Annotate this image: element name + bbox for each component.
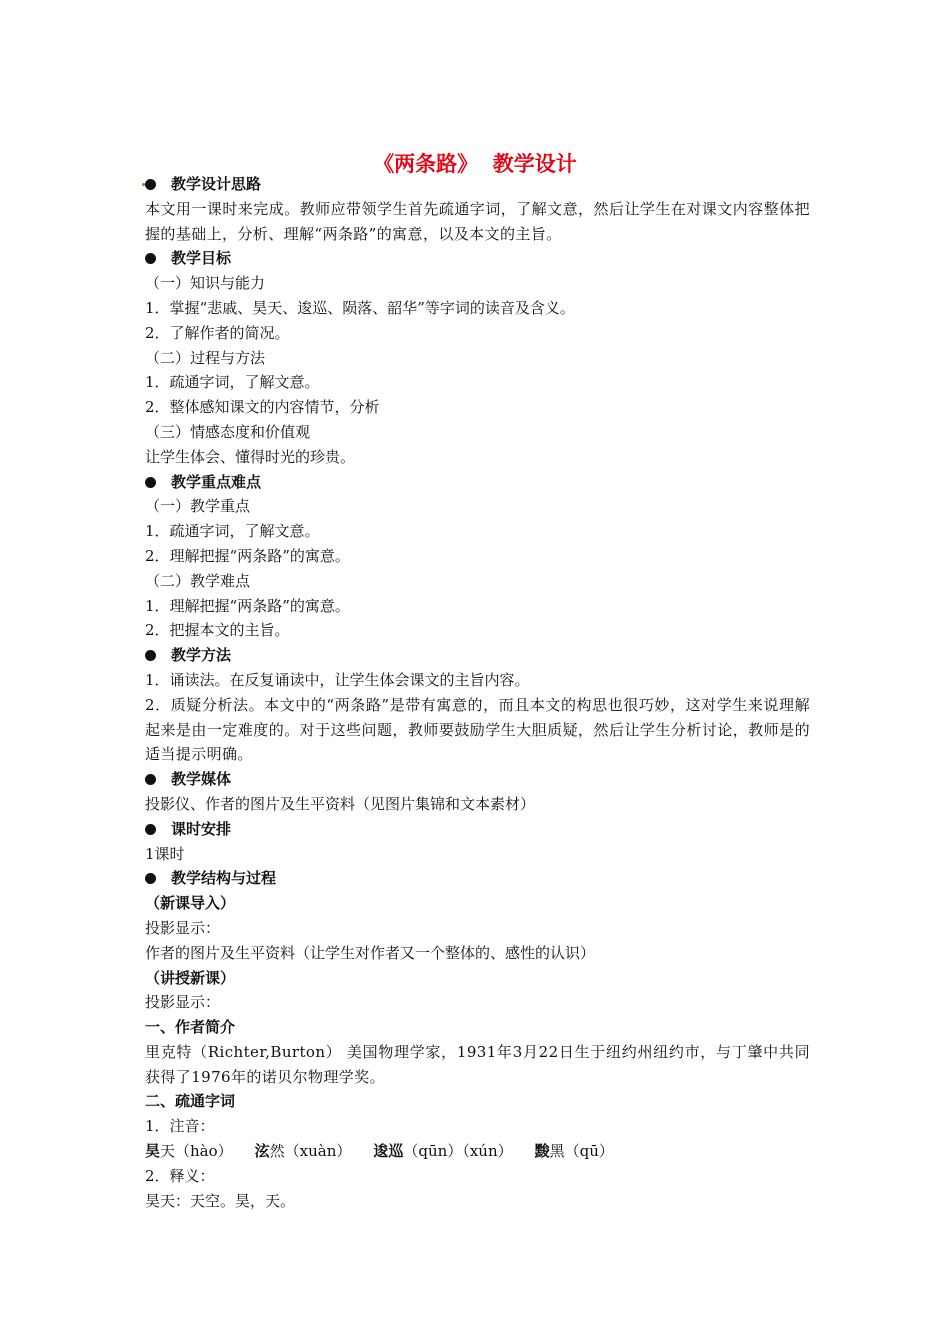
list-item: 昊天：天空。昊，天。 <box>145 1191 296 1210</box>
section-heading-design-idea: 教学设计思路 <box>145 172 810 197</box>
list-item: 1．掌握“悲戚、昊天、逡巡、陨落、韶华”等字词的读音及含义。 <box>145 298 575 317</box>
list-item: 1．理解把握“两条路”的寓意。 <box>145 596 350 615</box>
list-item: 投影显示： <box>145 993 221 1012</box>
document-body <box>145 172 810 1213</box>
document-title: 《两条路》 教学设计 <box>373 152 577 176</box>
list-item: 2．把握本文的主旨。 <box>145 621 290 640</box>
list-item: （二）教学难点 <box>145 571 251 590</box>
list-item: （一）教学重点 <box>145 497 251 516</box>
pinyin-rest: 天（hào） <box>160 1142 233 1161</box>
bullet-icon <box>145 253 156 264</box>
bullet-icon <box>145 179 156 190</box>
section-heading-media: 教学媒体 <box>145 767 810 792</box>
paragraph-methods: 2．质疑分析法。本文中的“两条路”是带有寓意的，而且本文的构思也很巧妙，这对学生来说理解起来是由一定难度的。对于这些问题，教师要鼓励学生大胆质疑，然后让学生分析讨论，教师是的适当提示明确。 <box>145 695 810 764</box>
section-heading-key-points: 教学重点难点 <box>145 470 810 495</box>
list-item: 2．释义： <box>145 1166 215 1185</box>
section-heading-goals: 教学目标 <box>145 246 810 271</box>
subheading-intro: （新课导入） <box>145 894 236 913</box>
bullet-icon <box>145 774 156 785</box>
pinyin-char: 昊 <box>145 1142 161 1161</box>
subheading-new-lesson: （讲授新课） <box>145 968 236 987</box>
media-line: 投影仪、作者的图片及生平资料（见图片集锦和文本素材） <box>145 794 536 813</box>
list-item: 1．疏通字词，了解文意。 <box>145 373 320 392</box>
list-item: 1．诵读法。在反复诵读中，让学生体会课文的主旨内容。 <box>145 670 530 689</box>
list-item: （一）知识与能力 <box>145 274 266 293</box>
pinyin-char: 泫 <box>254 1142 270 1161</box>
section-heading-methods: 教学方法 <box>145 643 810 668</box>
section-heading-process: 教学结构与过程 <box>145 866 810 891</box>
list-item: 2．理解把握“两条路”的寓意。 <box>145 546 350 565</box>
list-item: 2．了解作者的简况。 <box>145 323 290 342</box>
bullet-icon <box>145 873 156 884</box>
paragraph-author: 里克特（Richter,Burton） 美国物理学家，1931年3月22日生于纽约州纽约市，与丁肇中共同获得了1976年的诺贝尔物理学奖。 <box>145 1042 810 1086</box>
bullet-icon <box>145 824 156 835</box>
pinyin-rest: 然（xuàn） <box>269 1142 352 1161</box>
pinyin-char: 黢 <box>534 1142 550 1161</box>
pinyin-line <box>145 1139 810 1164</box>
part-heading-author: 一、作者简介 <box>145 1018 236 1037</box>
list-item: 1．注音： <box>145 1117 215 1136</box>
list-item: 1．疏通字词，了解文意。 <box>145 522 320 541</box>
list-item: 2．整体感知课文的内容情节，分析 <box>145 398 380 417</box>
list-item: 投影显示： <box>145 918 221 937</box>
pinyin-rest: （qūn）（xún） <box>403 1142 513 1161</box>
section-heading-schedule: 课时安排 <box>145 817 810 842</box>
list-item: （三）情感态度和价值观 <box>145 422 311 441</box>
list-item: （二）过程与方法 <box>145 348 266 367</box>
pinyin-rest: 黑（qū） <box>549 1142 614 1161</box>
bullet-icon <box>145 477 156 488</box>
bullet-icon <box>145 650 156 661</box>
part-heading-vocabulary: 二、疏通字词 <box>145 1092 236 1111</box>
list-item: 让学生体会、懂得时光的珍贵。 <box>145 447 356 466</box>
list-item: 作者的图片及生平资料（让学生对作者又一个整体的、感性的认识） <box>145 943 596 962</box>
schedule-line: 1课时 <box>145 844 185 863</box>
pinyin-char: 逡巡 <box>373 1142 404 1161</box>
paragraph-design-idea: 本文用一课时来完成。教师应带领学生首先疏通字词，了解文意，然后让学生在对课文内容整体把握的基础上，分析、理解“两条路”的寓意，以及本文的主旨。 <box>145 199 810 243</box>
